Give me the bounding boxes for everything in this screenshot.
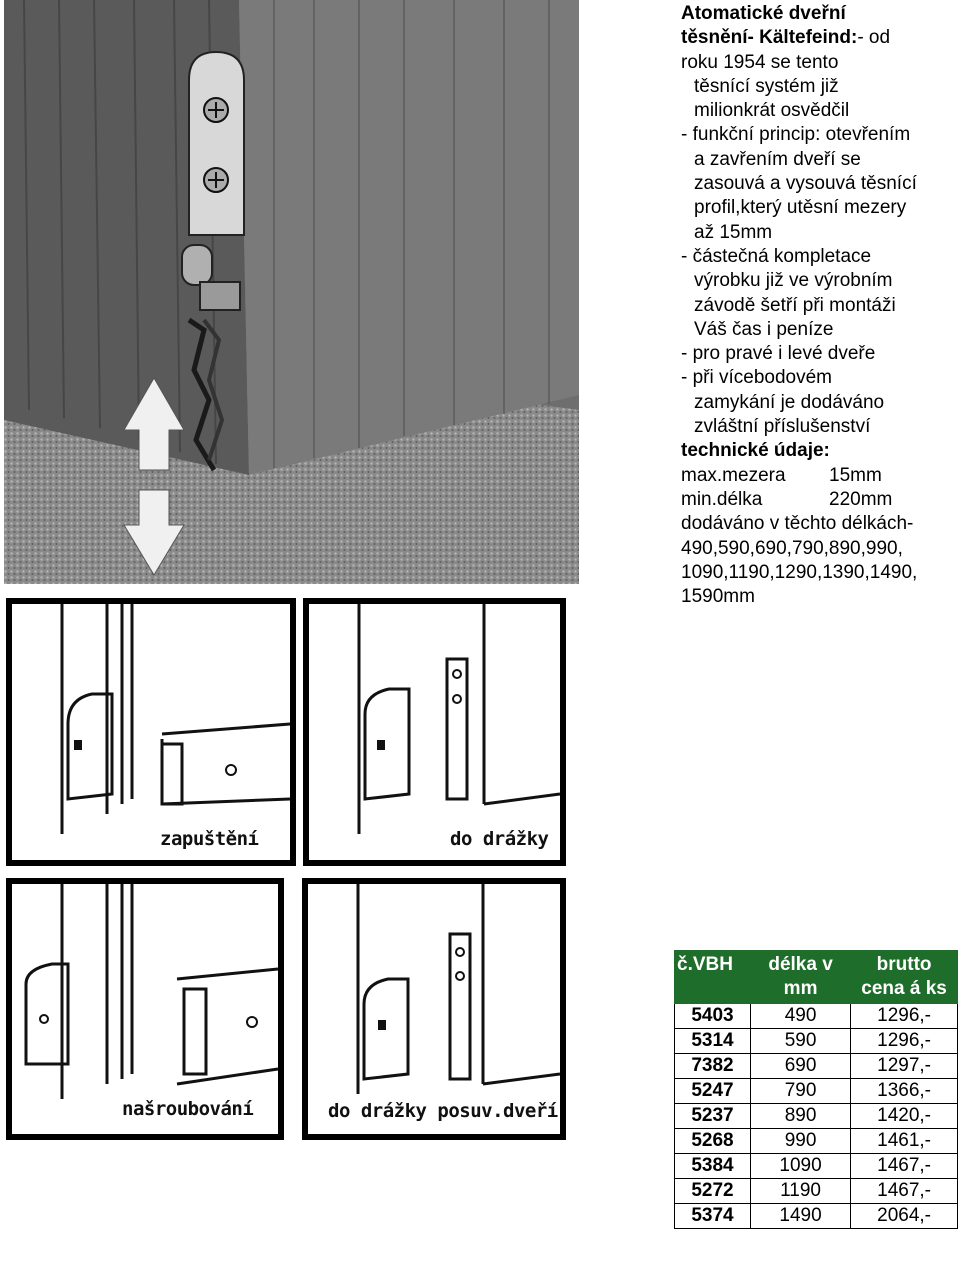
cell-length: 1190 <box>750 1179 850 1204</box>
description-line: těsnící systém již <box>694 75 839 97</box>
description-line: Váš čas i peníze <box>694 318 834 340</box>
description-line: - při vícebodovém <box>681 367 833 389</box>
table-row <box>675 1104 958 1129</box>
description-line: profil,který utěsní mezery <box>694 197 907 219</box>
description-line: - pro pravé i levé dveře <box>681 343 876 365</box>
cell-price: 1296,- <box>851 1029 958 1054</box>
caption-groove: do drážky <box>450 828 549 850</box>
cell-length: 590 <box>750 1029 850 1054</box>
table-row <box>675 1129 958 1154</box>
spec-max-label: max.mezera <box>681 464 786 486</box>
description-line: závodě šetří při montáži <box>694 294 896 316</box>
description-line: zasouvá a vysouvá těsnící <box>694 173 917 195</box>
spec-min-label: min.délka <box>681 488 763 510</box>
cell-code: 5268 <box>675 1129 751 1154</box>
table-row <box>675 1054 958 1079</box>
table-body <box>675 1004 958 1229</box>
cell-price: 1297,- <box>851 1054 958 1079</box>
cell-code: 5272 <box>675 1179 751 1204</box>
cell-price: 1461,- <box>851 1129 958 1154</box>
title-line-2: těsnění- Kältefeind: <box>681 27 858 49</box>
install-panel-groove <box>303 598 566 866</box>
cell-price: 1296,- <box>851 1004 958 1029</box>
cell-price: 1366,- <box>851 1079 958 1104</box>
cell-length: 990 <box>750 1129 850 1154</box>
table-header-row <box>675 951 958 1004</box>
description-line: roku 1954 se tento <box>681 51 839 73</box>
description-line: výrobku již ve výrobním <box>694 270 893 292</box>
cell-length: 890 <box>750 1104 850 1129</box>
screw-icon <box>204 98 228 122</box>
product-description <box>681 2 956 609</box>
table-row <box>675 1029 958 1054</box>
cell-price: 2064,- <box>851 1204 958 1229</box>
cell-price: 1467,- <box>851 1179 958 1204</box>
cell-code: 5237 <box>675 1104 751 1129</box>
tech-heading: technické údaje: <box>681 440 830 462</box>
table-row <box>675 1004 958 1029</box>
lengths-line-3: 1590mm <box>681 586 755 608</box>
table-row <box>675 1079 958 1104</box>
spec-min-value: 220mm <box>829 488 893 510</box>
col-header-price: brutto cena á ks <box>851 951 958 1004</box>
spec-min-length <box>681 488 956 512</box>
title-line-1: Atomatické dveřní <box>681 3 846 24</box>
title-rest: - od <box>857 27 891 49</box>
cell-price: 1467,- <box>851 1154 958 1179</box>
cell-length: 690 <box>750 1054 850 1079</box>
caption-screwed: našroubování <box>122 1098 254 1120</box>
screw-icon <box>204 168 228 192</box>
col-header-code: č.VBH <box>675 951 751 1004</box>
description-line: milionkrát osvědčil <box>694 100 850 122</box>
description-line: zamykání je dodáváno <box>694 391 885 413</box>
spec-max-gap <box>681 464 956 488</box>
description-line: a zavřením dveří se <box>694 148 861 170</box>
caption-sliding-groove: do drážky posuv.dveří <box>328 1100 558 1122</box>
caption-recessed: zapuštění <box>160 828 259 850</box>
price-table <box>674 950 958 1229</box>
description-line: - funkční princip: otevřením <box>681 124 911 146</box>
cell-code: 5247 <box>675 1079 751 1104</box>
cell-length: 490 <box>750 1004 850 1029</box>
table-row <box>675 1204 958 1229</box>
spec-max-value: 15mm <box>829 464 882 486</box>
cell-length: 1490 <box>750 1204 850 1229</box>
lengths-line-2: 1090,1190,1290,1390,1490, <box>681 561 918 583</box>
product-photo <box>4 0 579 584</box>
description-line: zvláštní příslušenství <box>694 416 871 438</box>
cell-code: 5314 <box>675 1029 751 1054</box>
col-header-length: délka v mm <box>750 951 850 1004</box>
cell-length: 1090 <box>750 1154 850 1179</box>
cell-code: 5384 <box>675 1154 751 1179</box>
install-panel-recessed <box>6 598 296 866</box>
description-lines <box>681 51 956 440</box>
table-row <box>675 1179 958 1204</box>
table-row <box>675 1154 958 1179</box>
lengths-line-1: 490,590,690,790,890,990, <box>681 537 903 559</box>
cell-code: 5374 <box>675 1204 751 1229</box>
cell-length: 790 <box>750 1079 850 1104</box>
description-line: až 15mm <box>694 221 773 243</box>
lengths-intro: dodáváno v těchto délkách- <box>681 513 914 535</box>
cell-price: 1420,- <box>851 1104 958 1129</box>
description-line: - částečná kompletace <box>681 245 872 267</box>
cell-code: 5403 <box>675 1004 751 1029</box>
cell-code: 7382 <box>675 1054 751 1079</box>
